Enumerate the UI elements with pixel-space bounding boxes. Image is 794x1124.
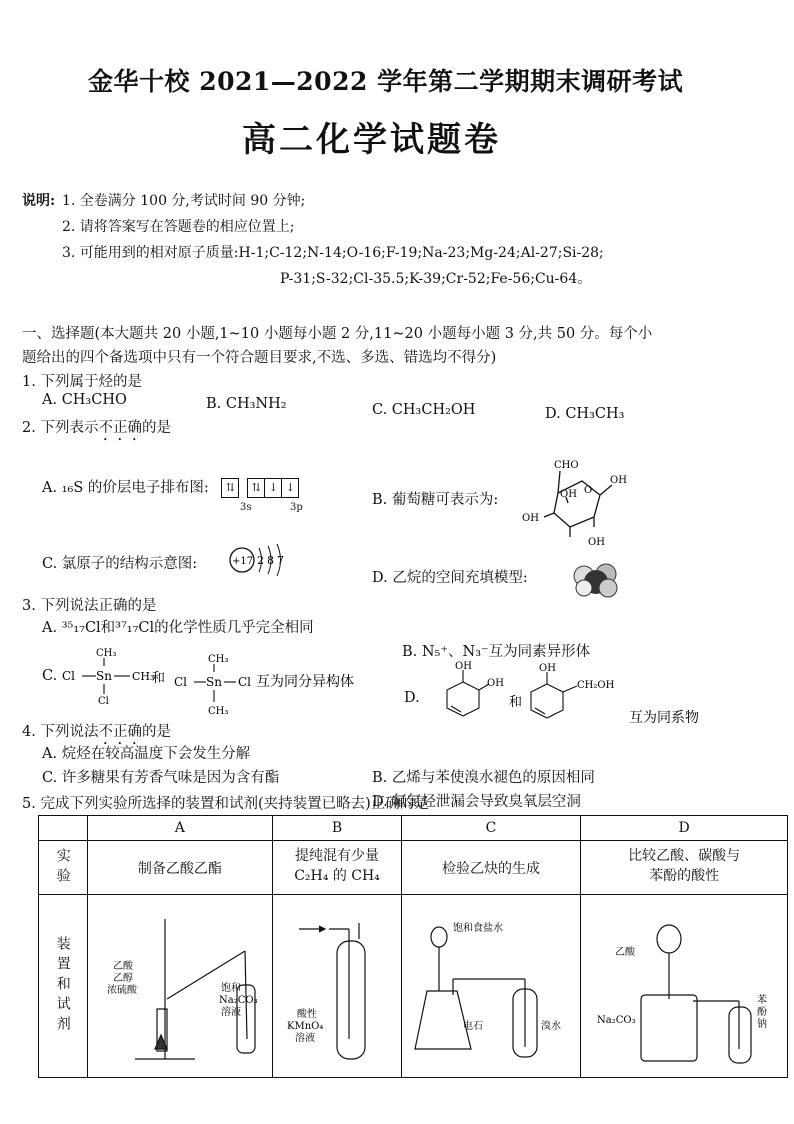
svg-text:Sn: Sn xyxy=(96,669,112,683)
notes-label: 说明: xyxy=(22,193,56,209)
nucleus-charge: +17 xyxy=(232,556,254,567)
orbital-diagram xyxy=(221,478,298,498)
svg-text:电石: 电石 xyxy=(463,1021,484,1032)
svg-text:互为同系物: 互为同系物 xyxy=(629,710,699,726)
orbital-3p-1: ⇅ xyxy=(247,478,265,498)
glucose-oh-3: OH xyxy=(560,489,577,500)
cell-a-experiment: 制备乙酸乙酯 xyxy=(87,841,273,895)
svg-text:Cl: Cl xyxy=(98,696,109,707)
svg-text:Cl: Cl xyxy=(174,675,188,689)
orbital-3p-3: ↓ xyxy=(281,478,299,498)
cell-c-apparatus xyxy=(401,895,580,1078)
cell-d-apparatus xyxy=(581,895,788,1078)
svg-text:Na₂CO₃: Na₂CO₃ xyxy=(597,1015,636,1026)
svg-text:酸性: 酸性 xyxy=(297,1009,318,1020)
row-label-experiment: 实验 xyxy=(54,847,71,888)
svg-text:乙酸: 乙酸 xyxy=(615,947,636,958)
q3-option-a: A. ³⁵₁₇Cl和³⁷₁₇Cl的化学性质几乎完全相同 xyxy=(42,620,314,636)
apparatus-d-acidity xyxy=(589,899,779,1069)
ethane-space-filling-model xyxy=(568,560,624,600)
svg-text:酚: 酚 xyxy=(757,1007,768,1018)
cell-a-apparatus xyxy=(87,895,273,1078)
note-1: 1. 全卷满分 100 分,考试时间 90 分钟; xyxy=(62,193,306,209)
orbital-3s: ⇅ xyxy=(221,478,239,498)
glucose-structure xyxy=(520,455,630,547)
svg-text:OH: OH xyxy=(487,678,504,689)
svg-text:饱和: 饱和 xyxy=(220,983,241,994)
q2-option-c: C. 氯原子的结构示意图: xyxy=(42,556,198,572)
q5-experiment-table xyxy=(38,815,788,1078)
phenol-compounds xyxy=(425,660,725,740)
q1-option-b: B. CH₃NH₂ xyxy=(206,396,287,412)
q1-option-c: C. CH₃CH₂OH xyxy=(372,402,476,418)
apparatus-a-esterification xyxy=(95,899,265,1069)
q3-option-d-label: D. xyxy=(404,690,420,706)
q3-stem: 3. 下列说法正确的是 xyxy=(22,598,157,614)
svg-text:苯: 苯 xyxy=(757,995,768,1006)
q4-option-b: B. 乙烯与苯使溴水褪色的原因相同 xyxy=(372,770,595,786)
q1-stem: 1. 下列属于烃的是 xyxy=(22,374,142,390)
q1-option-d: D. CH₃CH₃ xyxy=(545,406,625,422)
note-3-cont: P-31;S-32;Cl-35.5;K-39;Cr-52;Fe-56;Cu-64。 xyxy=(280,271,592,287)
col-header-b: B xyxy=(273,816,402,841)
paper-title: 高二化学试题卷 xyxy=(242,120,501,160)
note-3: 3. 可能用到的相对原子质量:H-1;C-12;N-14;O-16;F-19;Na-23;Mg-24;Al-27;Si-28; xyxy=(62,245,604,261)
q1-option-a: A. CH₃CHO xyxy=(42,392,127,408)
svg-text:Na₂CO₃: Na₂CO₃ xyxy=(218,995,258,1006)
cell-b-experiment: 提纯混有少量 C₂H₄ 的 CH₄ xyxy=(273,841,402,895)
svg-text:乙醇: 乙醇 xyxy=(112,973,133,984)
svg-text:CH₂OH: CH₂OH xyxy=(577,680,615,691)
exam-title: 金华十校 2021—2022 学年第二学期期末调研考试 xyxy=(88,67,684,96)
apparatus-c-acetylene xyxy=(409,899,573,1069)
glucose-oh-2: OH xyxy=(522,513,539,524)
svg-text:乙酸: 乙酸 xyxy=(112,961,133,972)
svg-text:溶液: 溶液 xyxy=(295,1033,316,1044)
apparatus-b-washing xyxy=(279,899,395,1069)
orbital-label-3p: 3p xyxy=(290,502,303,513)
svg-text:CH₃: CH₃ xyxy=(208,654,229,665)
svg-text:和: 和 xyxy=(509,695,523,710)
svg-text:OH: OH xyxy=(539,663,556,674)
svg-text:Cl: Cl xyxy=(238,675,252,689)
sn-compounds xyxy=(60,644,390,724)
q2-stem: 2. 下列表示不正确的是 xyxy=(22,420,171,436)
q3-option-b: B. N₅⁺、N₃⁻互为同素异形体 xyxy=(402,644,591,660)
q4-option-c: C. 许多糖果有芳香气味是因为含有酯 xyxy=(42,770,280,786)
col-header-c: C xyxy=(401,816,580,841)
q5-stem: 5. 完成下列实验所选择的装置和试剂(夹持装置已略去)正确的是 xyxy=(22,796,429,812)
svg-text:浓硫酸: 浓硫酸 xyxy=(106,985,137,996)
svg-text:OH: OH xyxy=(455,661,472,672)
orbital-label-3s: 3s xyxy=(240,502,252,513)
svg-text:钠: 钠 xyxy=(757,1019,768,1030)
col-header-a: A xyxy=(87,816,273,841)
svg-text:和: 和 xyxy=(152,671,166,686)
section-heading-line1: 一、选择题(本大题共 20 小题,1~10 小题每小题 2 分,11~20 小题每小题 3 分,共 50 分。每个小 xyxy=(22,326,653,342)
shell-2: 8 xyxy=(267,554,274,567)
svg-text:Sn: Sn xyxy=(206,675,222,689)
glucose-oh-4: OH xyxy=(588,537,605,547)
svg-text:饱和食盐水: 饱和食盐水 xyxy=(453,923,504,934)
shell-3: 7 xyxy=(277,554,284,567)
q2-option-a: A. ₁₆S 的价层电子排布图: ⇅ ⇅ ↓ ↓ xyxy=(42,476,298,498)
svg-text:CH₃: CH₃ xyxy=(96,648,117,659)
chlorine-atom-diagram xyxy=(228,540,288,580)
row-label-apparatus: 装置和试剂 xyxy=(54,936,71,1036)
glucose-oh-1: OH xyxy=(610,475,627,486)
table-corner xyxy=(39,816,88,841)
section-heading-line2: 题给出的四个备选项中只有一个符合题目要求,不选、多选、错选均不得分) xyxy=(22,350,497,366)
shell-1: 2 xyxy=(257,554,264,567)
q4-option-a: A. 烷烃在较高温度下会发生分解 xyxy=(42,746,251,762)
q3-option-c-label: C. xyxy=(42,668,58,684)
q2-option-b: B. 葡萄糖可表示为: xyxy=(372,492,499,508)
svg-text:Cl: Cl xyxy=(62,669,76,683)
orbital-3p-2: ↓ xyxy=(264,478,282,498)
svg-text:溴水: 溴水 xyxy=(541,1021,562,1032)
q4-option-d: D. 氟氯烃泄漏会导致臭氧层空洞 xyxy=(372,794,581,810)
svg-text:溶液: 溶液 xyxy=(220,1007,241,1018)
glucose-cho: CHO xyxy=(554,460,579,471)
svg-text:KMnO₄: KMnO₄ xyxy=(287,1021,324,1032)
svg-text:CH₃: CH₃ xyxy=(208,706,229,717)
col-header-d: D xyxy=(581,816,788,841)
svg-text:CH₃: CH₃ xyxy=(132,670,155,683)
cell-b-apparatus xyxy=(273,895,402,1078)
cell-c-experiment: 检验乙炔的生成 xyxy=(401,841,580,895)
q2-option-d: D. 乙烷的空间充填模型: xyxy=(372,570,528,586)
cell-d-experiment: 比较乙酸、碳酸与 苯酚的酸性 xyxy=(581,841,788,895)
glucose-ring-o: O xyxy=(584,485,593,496)
svg-text:互为同分异构体: 互为同分异构体 xyxy=(256,674,354,690)
note-2: 2. 请将答案写在答题卷的相应位置上; xyxy=(62,219,295,235)
q4-stem: 4. 下列说法不正确的是 xyxy=(22,724,171,740)
